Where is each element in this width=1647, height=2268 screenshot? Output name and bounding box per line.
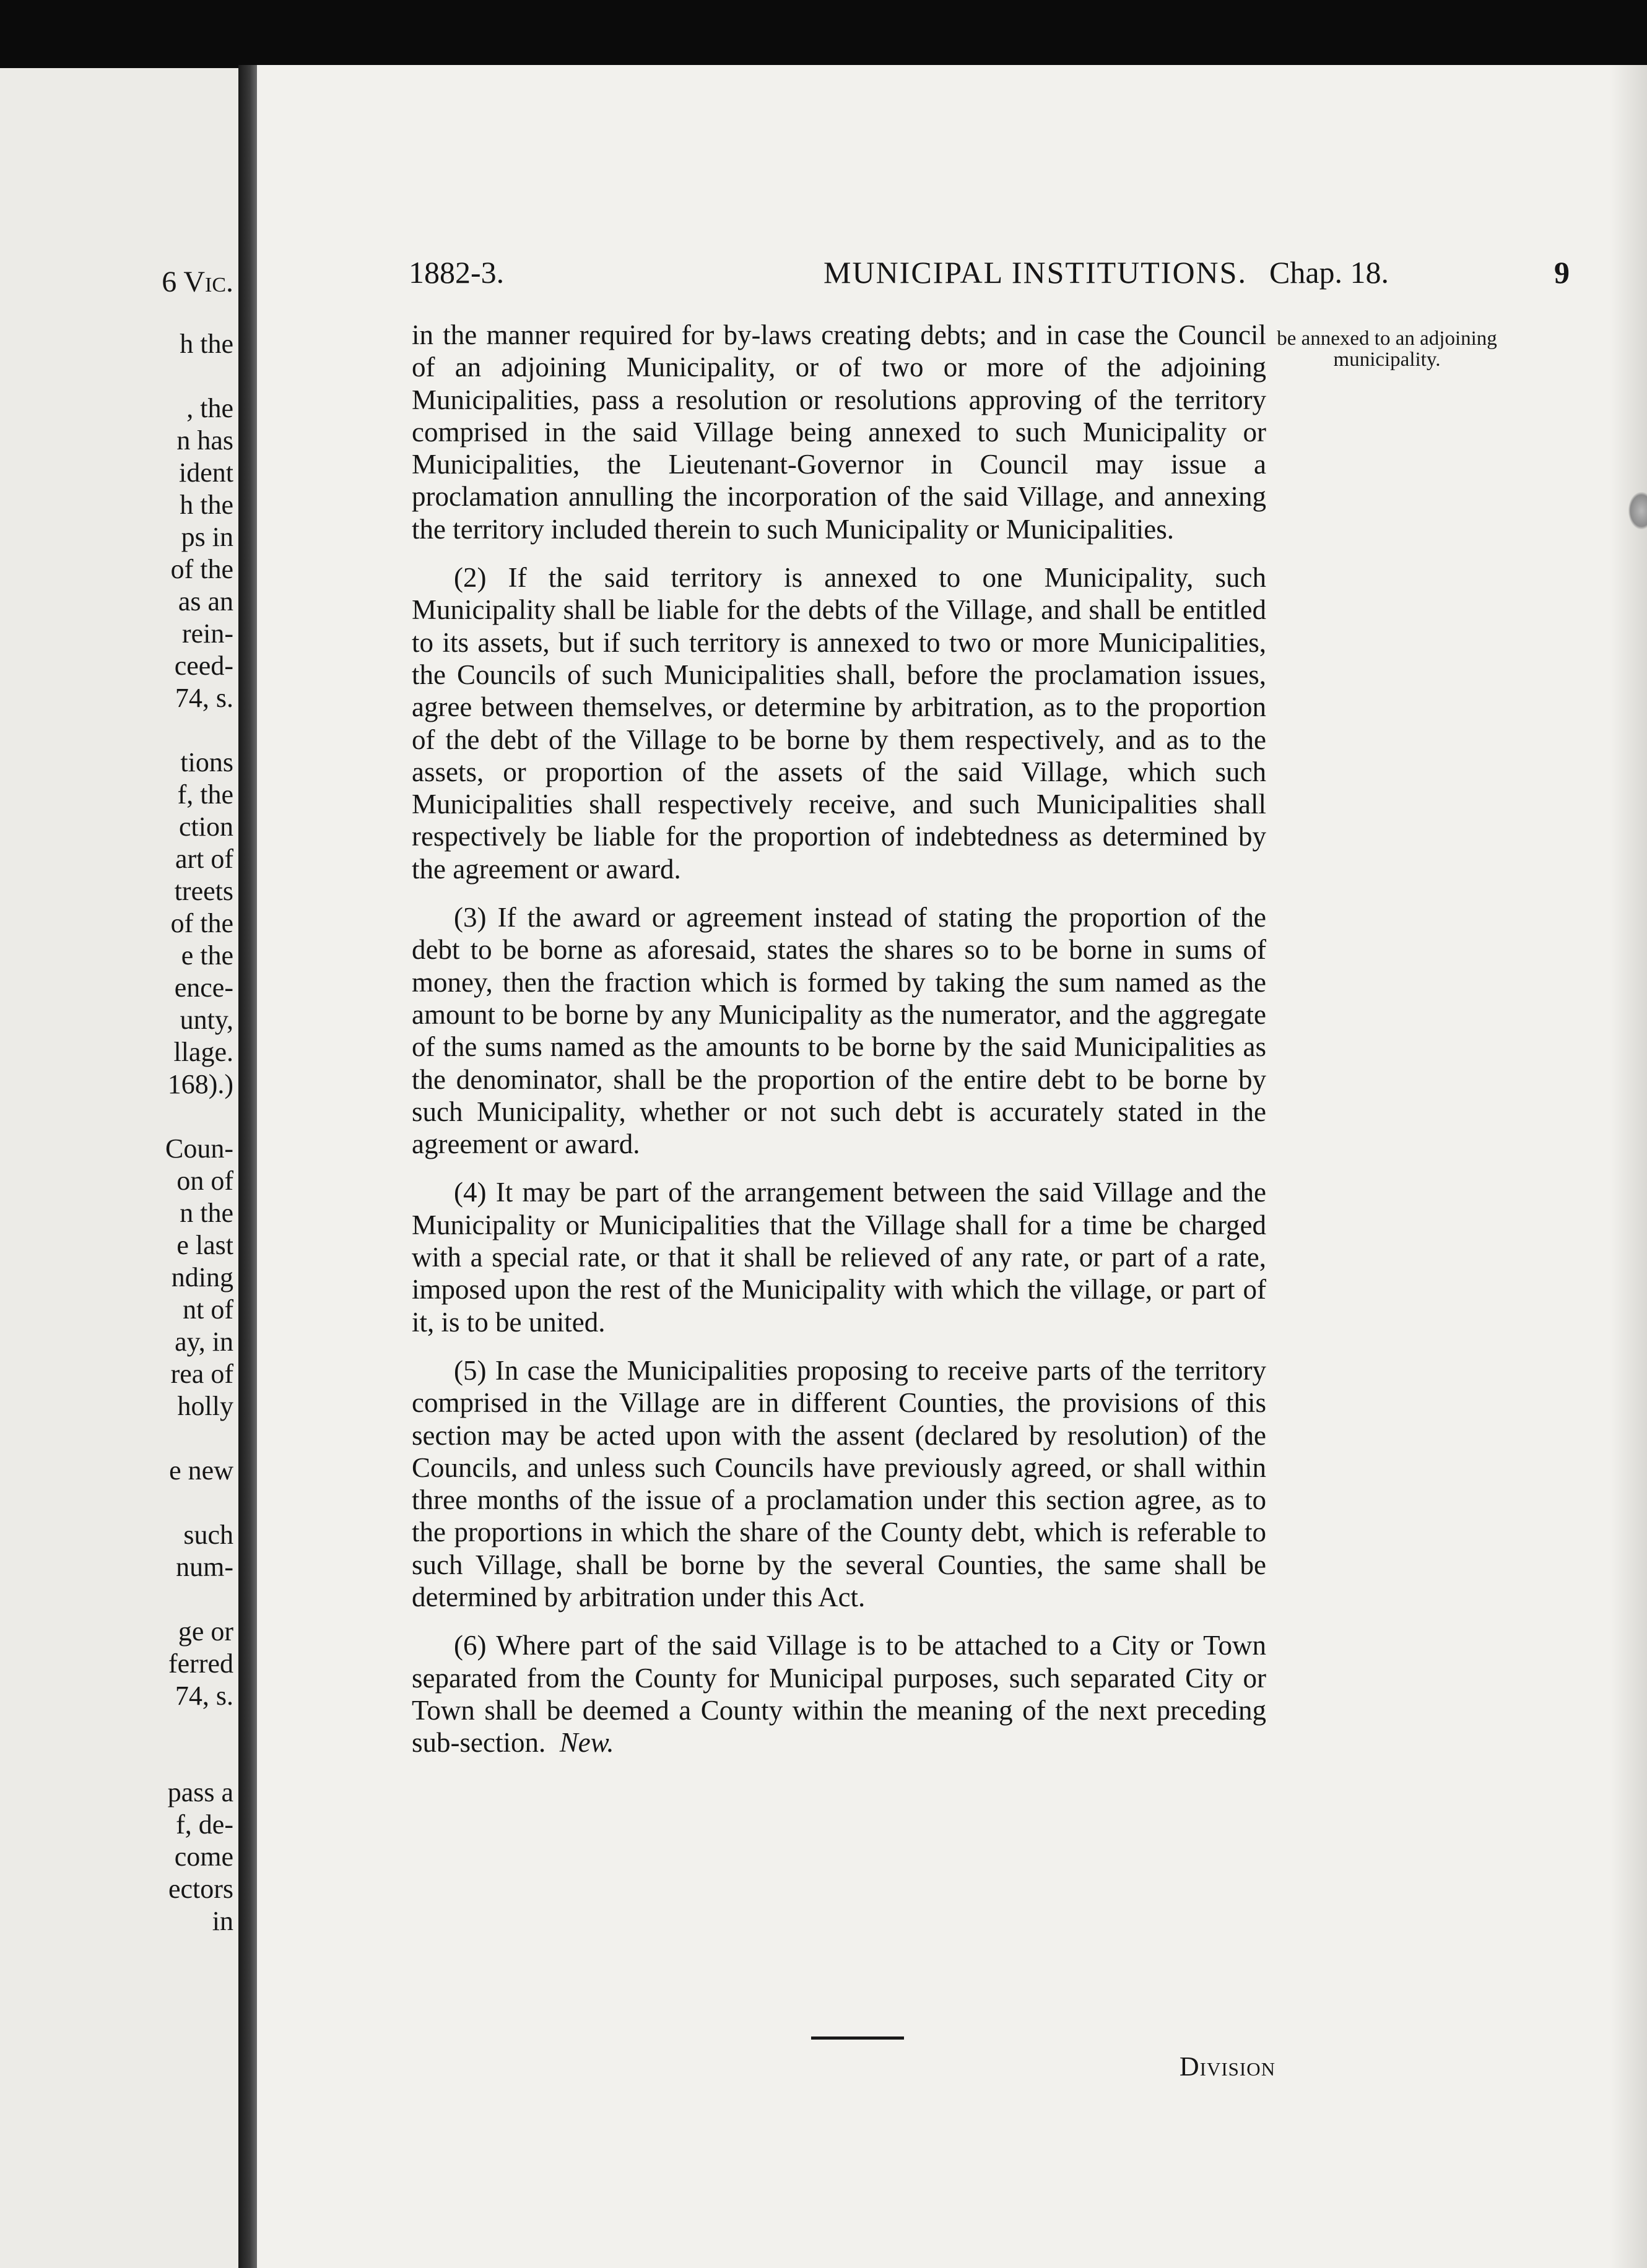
- left-page-line: art of: [175, 844, 233, 874]
- left-page-line: pass a: [167, 1777, 233, 1807]
- left-page-line: [165, 1744, 233, 1777]
- page-edge-shadow: [1610, 65, 1647, 2268]
- left-page-line: holly: [177, 1391, 233, 1421]
- paragraph-continuation: in the manner required for by-laws creating debts; and in case the Council of an adjoining Municipality, or of two or more of the adjoining Municipalities, pass a resolution or resolutions approving of the territory comprised in the said Village being annexed to such Municipality or Municipalities, the Lieutenant-Governor in Council may issue a proclamation annulling the incorporation of the said Village, and annexing the territory included therein to such Municipality or Municipalities.: [412, 319, 1266, 545]
- left-page-line: [165, 1422, 233, 1455]
- left-page-line: ay, in: [175, 1327, 233, 1357]
- left-page-line: [165, 1712, 233, 1744]
- left-page-line: such: [183, 1520, 233, 1550]
- running-header: [409, 254, 1647, 304]
- left-page-line: llage.: [173, 1037, 233, 1067]
- left-page-line: , the: [186, 393, 233, 423]
- left-page-text-fragments: [165, 328, 233, 1937]
- left-page-line: nt of: [183, 1294, 233, 1325]
- left-page-line: [165, 1487, 233, 1519]
- left-page-line: in: [212, 1906, 233, 1936]
- left-page-line: num-: [176, 1552, 233, 1582]
- left-page-line: Coun-: [165, 1133, 233, 1164]
- left-page-line: h the: [180, 329, 233, 359]
- header-year: 1882-3.: [409, 255, 505, 290]
- left-page-line: on of: [176, 1166, 233, 1196]
- book-gutter: [238, 65, 257, 2268]
- subsection-4: (4) It may be part of the arrangement between the said Village and the Municipality or Municipalities that the Village shall for a time be charged with a special rate, or that it shall be relieved of any rate, or part of a rate, imposed upon the rest of the Municipality with which the village, or part of it, is to be united.: [412, 1177, 1266, 1338]
- page-number: 9: [1554, 255, 1570, 290]
- catchword: Division: [1179, 2051, 1275, 2082]
- left-page-line: [165, 1583, 233, 1616]
- left-page-line: 168).): [167, 1069, 233, 1099]
- left-page-line: ge or: [178, 1616, 233, 1647]
- section-rule: [811, 2036, 904, 2040]
- subsection-5: (5) In case the Municipalities proposing to receive parts of the territory comprised in the Village are in different Counties, the provisions of this section may be acted upon with the assent (declared by resolution) of the Councils, and unless such Councils have previously agreed, or shall within three months of the issue of a proclamation under this section agree, as to the proportions in which the share of the County debt, which is referable to such Village, shall be borne by the several Counties, the same shall be determined by arbitration under this Act.: [412, 1354, 1266, 1612]
- left-page-line: ceed-: [174, 651, 233, 681]
- left-page-line: 74, s.: [175, 683, 233, 713]
- left-page-line: tions: [180, 747, 233, 777]
- body-text: [412, 319, 1266, 1759]
- left-page-line: rea of: [170, 1359, 233, 1389]
- left-page-line: 74, s.: [175, 1681, 233, 1711]
- subsection-2: (2) If the said territory is annexed to one Municipality, such Municipality shall be liable for the debts of the Village, and shall be entitled to its assets, but if such territory is annexed to two or more Municipalities, the Councils of such Municipalities shall, before the proclamation issues, agree between themselves, or determine by arbitration, as to the proportion of the debt of the Village to be borne by them respectively, and as to the assets, or proportion of the assets of the said Village, which such Municipalities shall respectively receive, and such Municipalities shall respectively be liable for the proportion of indebtedness as determined by the agreement or award.: [412, 562, 1266, 885]
- left-page-line: f, the: [177, 779, 233, 810]
- left-page-line: unty,: [180, 1005, 233, 1035]
- left-page-line: [165, 1101, 233, 1133]
- left-page-line: f, de-: [176, 1809, 233, 1840]
- paper-blemish: [1628, 492, 1647, 529]
- new-marker: New.: [559, 1727, 614, 1759]
- left-page-line: of the: [170, 554, 233, 584]
- left-page: [0, 68, 238, 2268]
- left-page-line: [165, 714, 233, 747]
- left-page-line: ferred: [168, 1648, 233, 1679]
- left-page-line: ction: [179, 812, 233, 842]
- left-page-line: e the: [181, 940, 233, 971]
- left-page-header-fragment: 6 Vic.: [162, 266, 233, 298]
- left-page-line: treets: [174, 876, 233, 906]
- left-page-line: n the: [180, 1198, 233, 1228]
- subsection-3: (3) If the award or agreement instead of stating the proportion of the debt to be borne as aforesaid, states the shares so to be borne in sums of money, then the fraction which is formed by taking the sum named as the amount to be borne by any Municipality as the numerator, and the aggregate of the sums named as the amounts to be borne by the said Municipalities as the denominator, shall be the proportion of the entire debt to be borne by such Municipality, whether or not such debt is accurately stated in the agreement or award.: [412, 902, 1266, 1160]
- right-page: [257, 65, 1647, 2268]
- header-chapter: Chap. 18.: [1269, 255, 1389, 290]
- left-page-line: ectors: [168, 1874, 233, 1904]
- left-page-line: ence-: [174, 972, 233, 1003]
- left-page-line: ps in: [181, 522, 233, 552]
- left-page-line: [165, 360, 233, 392]
- left-page-line: n has: [176, 425, 233, 456]
- left-page-line: of the: [170, 908, 233, 938]
- subsection-6: [412, 1629, 1266, 1759]
- left-page-line: ident: [179, 457, 233, 488]
- header-title: MUNICIPAL INSTITUTIONS.: [824, 255, 1247, 290]
- left-page-line: h the: [180, 490, 233, 520]
- left-page-line: e new: [169, 1455, 233, 1486]
- margin-note: be annexed to an adjoining municipality.: [1277, 327, 1497, 371]
- left-page-line: e last: [176, 1230, 233, 1260]
- left-page-line: nding: [171, 1262, 233, 1292]
- left-page-line: come: [174, 1842, 233, 1872]
- left-page-line: rein-: [181, 618, 233, 649]
- subsection-6-text: (6) Where part of the said Village is to be attached to a City or Town separated from the County for Municipal purposes, such separated City or Town shall be deemed a County within the meaning of the next preceding sub-section.: [412, 1630, 1266, 1759]
- left-page-line: as an: [178, 586, 233, 617]
